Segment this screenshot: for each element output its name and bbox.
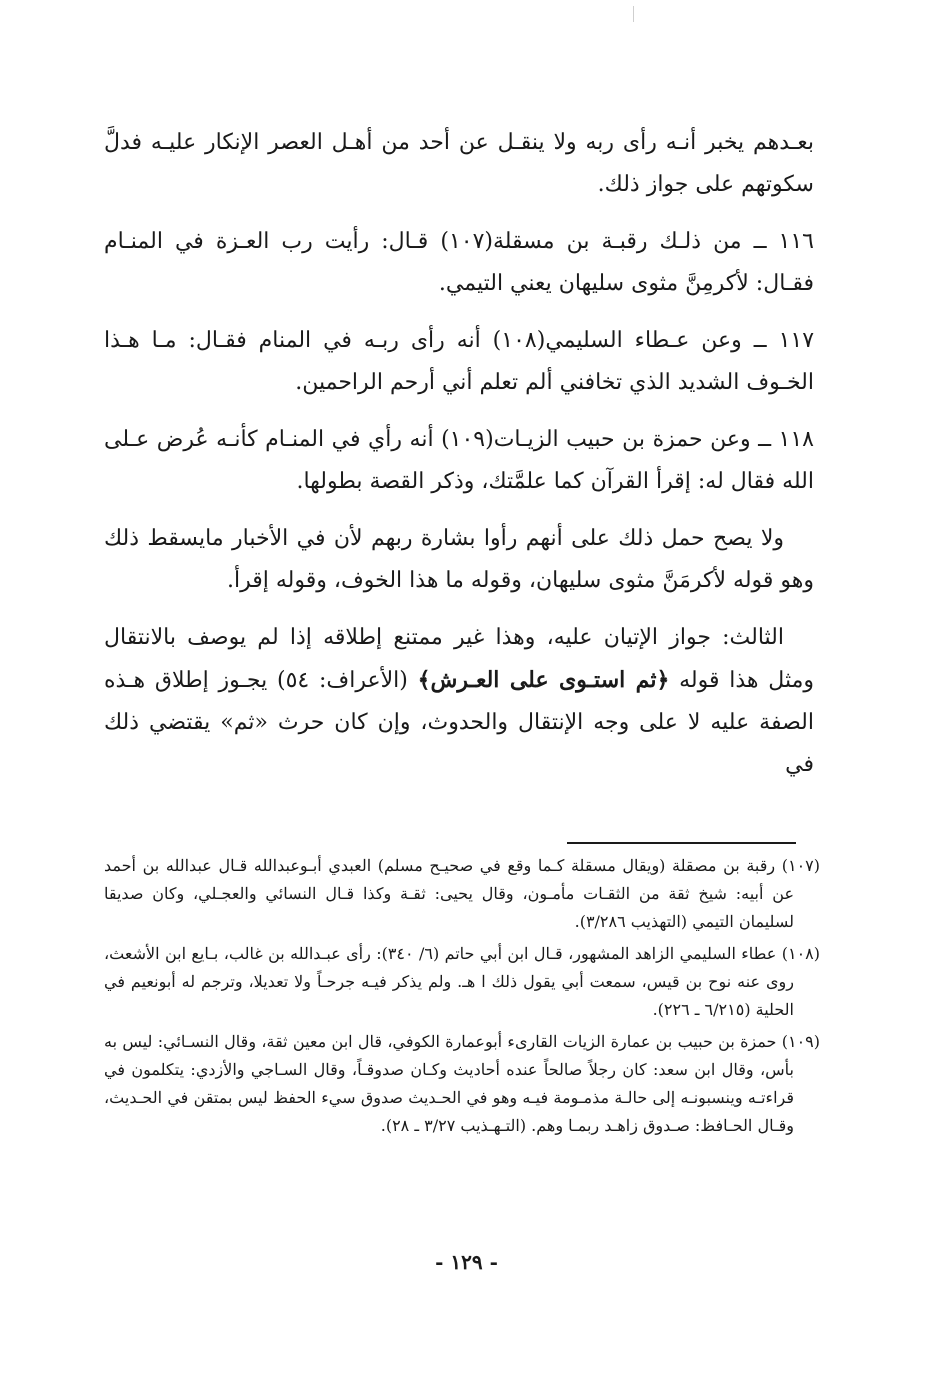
footnotes-section (104, 852, 820, 1144)
third-point-text-before: الثالث: جواز الإتيان عليه، وهذا غير ممتنع إطلاقه إذا لم يوصف بالانتقال ومثل هذا قوله (104, 625, 815, 693)
paragraph-118: ١١٨ ــ وعن حمزة بن حبيب الزيـات(١٠٩) أنه رأي في المنـام كأنـه عُرض عـلى الله فقال له: إقرأ القرآن كما علمَّتك، وذكر القصة بطولها. (104, 427, 814, 494)
footnote-108: (١٠٨) عطاء السليمي الزاهد المشهور، قـال ابن أبي حاتم (٦/ ٣٤٠): رأى عبـدالله بن غالب، بـايع ابن الأشعث، روى عنه نوح بن قيس، سمعت أبي يقول ذلك ا هـ. ولم يذكر فيـه جرحـاً ولا تعديلا، وترجم له أبونعيم في الحلية (٦/٢١٥ ـ ٢٢٦). (104, 944, 821, 1019)
footnote-107: (١٠٧) رقبة بن مصقلة (ويقال مسقلة كـما وقع في صحيـح مسلم) العبدي أبـوعبدالله قـال عبدالله بن أحمد عن أبيه: شيخ ثقة من الثقـات مأمـون، وقال يحيى: ثقـة وكذا قـال النسائي والعجـلي، وكان صديقا لسليمان التيمي (التهذيب ٣/٢٨٦). (104, 856, 820, 931)
paragraph-intro: بعـدهم يخبر أنـه رأى ربه ولا ينقـل عن أحد من أهـل العصر الإنكار عليـه فدلَّ سكوتهم على جواز ذلك. (104, 130, 814, 197)
third-point-text-after: (الأعراف: ٥٤) يجـوز إطلاق هـذه الصفة عليه لا على وجه الإنتقال والحدوث، وإن كان حرث «ثم» يقتضي ذلك في (104, 668, 814, 777)
quran-verse: ﴿ثم استـوى على العـرش﴾ (417, 667, 670, 693)
paragraph-third-point (104, 617, 814, 786)
main-text-body (104, 122, 814, 801)
paragraph-refutation: ولا يصح حمل ذلك على أنهم رأوا بشارة ربهم لأن في الأخبار مايسقط ذلك وهو قوله لأكرمَنَّ مثوى سليهان، وقوله ما هذا الخوف، وقوله إقرأ. (104, 526, 814, 593)
footnote-109: (١٠٩) حمزة بن حبيب بن عمارة الزيات القارىء أبوعمارة الكوفي، قال ابن معين ثقة، وقال النسـائي: ليس به بأس، وقال ابن سعد: كان رجلاً صالحاً عنده أحاديث وكـان صدوقـاً، وقال السـاجي والأزدي: يتكلمون في قراءتـه وينسبونـه إلى حالـة مذمـومة فيـه وهو في الحـديث صدوق سيء الحفظ ليس بمتقن في الحـديث، وقـال الحـافظ: صـدوق زاهـد ربمـا وهم. (التـهـذيب ٣/٢٧ ـ ٢٨). (104, 1032, 820, 1135)
scan-edge-mark (633, 6, 634, 22)
page-number: - ١٢٩ - (435, 1250, 498, 1274)
paragraph-117: ١١٧ ــ وعن عـطاء السليمي(١٠٨) أنه رأى ربـه في المنام فقـال: مـا هـذا الخـوف الشديد الذي تخافني ألم تعلم أني أرحم الراحمين. (104, 328, 815, 395)
paragraph-116: ١١٦ ــ من ذلـك رقبـة بن مسقلة(١٠٧) قـال: رأيت رب العـزة في المنـام فقـال: لأكرمِنَّ مثوى سليهان يعني التيمي. (104, 229, 814, 296)
footnote-separator (567, 842, 796, 844)
